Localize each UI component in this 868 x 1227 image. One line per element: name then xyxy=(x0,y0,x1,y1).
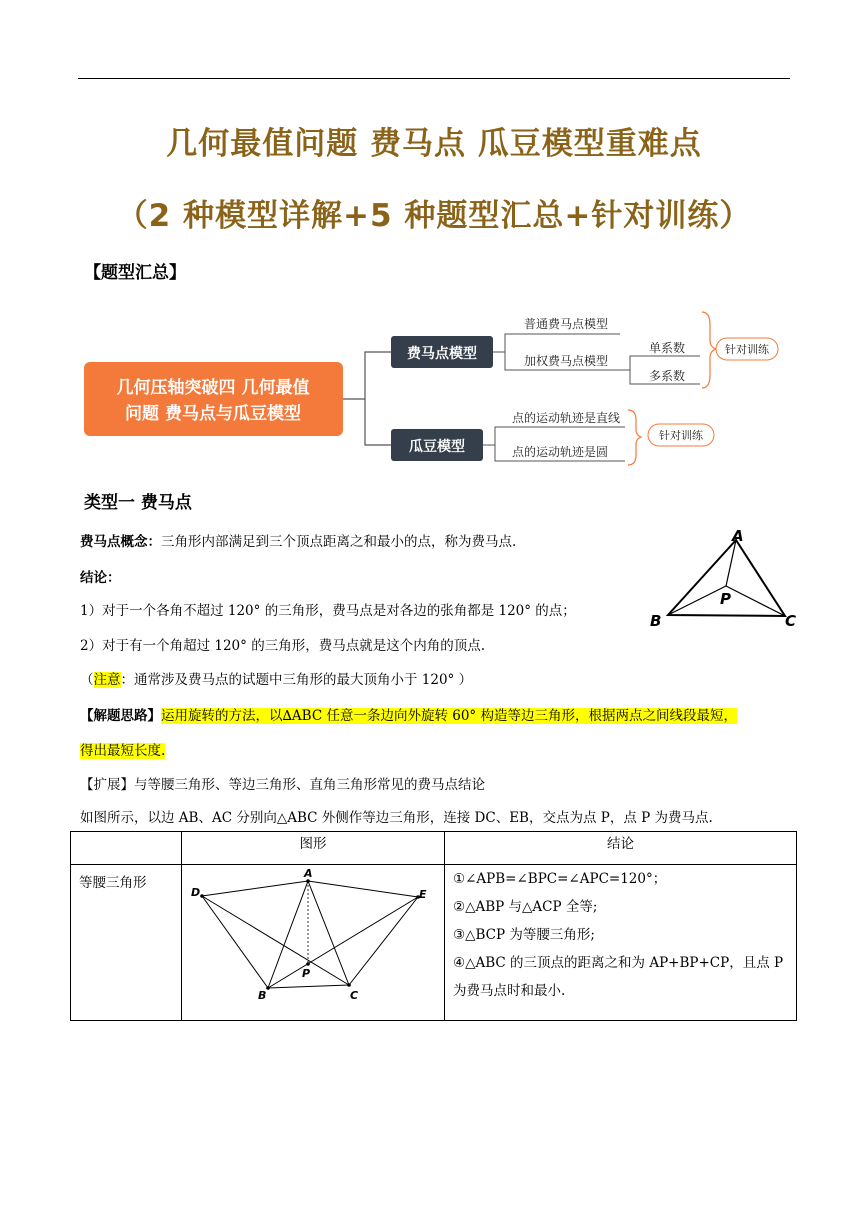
note-label: 注意 xyxy=(93,672,121,688)
fig-label-e: E xyxy=(419,888,427,901)
mindmap-branch1-sub-1: 单系数 xyxy=(649,341,686,355)
extension-paragraph xyxy=(80,773,485,793)
mindmap-branch1-item-2: 加权费马点模型 xyxy=(524,354,609,368)
method-line1: 运用旋转的方法，以∆ABC 任意一条边向外旋转 60° 构造等边三角形，根据两点之间线段最短， xyxy=(161,708,737,724)
mindmap-root-line1: 几何压轴突破四 几何最值 xyxy=(116,378,310,398)
mindmap-branch2-tag: 针对训练 xyxy=(659,429,703,442)
mindmap-branch1-sub-2: 多系数 xyxy=(649,369,686,383)
fermat-conclusion-table xyxy=(70,831,797,1021)
fig-label-c: C xyxy=(350,989,359,1002)
type1-heading: 类型一 费马点 xyxy=(84,493,192,513)
concept-paragraph xyxy=(80,530,516,550)
mindmap-branch2-label: 瓜豆模型 xyxy=(409,439,465,455)
note-paragraph xyxy=(80,668,472,688)
method-label: 【解题思路】 xyxy=(80,708,161,724)
mindmap-branch1-tag: 针对训练 xyxy=(725,343,769,356)
mindmap-branch1-label: 费马点模型 xyxy=(407,346,477,362)
tri-label-c: C xyxy=(785,612,797,630)
extension-text: 与等腰三角形、等边三角形、直角三角形常见的费马点结论 xyxy=(134,777,485,793)
header-rule xyxy=(78,78,790,79)
summary-heading: 【题型汇总】 xyxy=(84,263,186,283)
fermat-triangle-figure xyxy=(640,522,810,634)
table-header-conclusion: 结论 xyxy=(445,832,797,865)
fig-label-a: A xyxy=(304,867,313,880)
conclusion-2: 2）对于有一个角超过 120° 的三角形，费马点就是这个内角的顶点. xyxy=(80,638,485,654)
method-paragraph xyxy=(80,704,737,724)
table-conclusion-cell xyxy=(445,865,797,1021)
extension-label: 【扩展】 xyxy=(80,777,134,793)
page-title: 几何最值问题 费马点 瓜豆模型重难点 xyxy=(166,126,702,162)
fig-label-d: D xyxy=(191,886,201,899)
table-conclusion-5: 为费马点时和最小. xyxy=(453,983,566,999)
isosceles-fermat-figure xyxy=(182,865,444,1014)
mindmap-branch1-item-1: 普通费马点模型 xyxy=(524,317,609,331)
mindmap-branch2-item-2: 点的运动轨迹是圆 xyxy=(512,445,609,459)
concept-text: 三角形内部满足到三个顶点距离之和最小的点，称为费马点. xyxy=(161,534,517,550)
table-conclusion-1: ①∠APB=∠BPC=∠APC=120°； xyxy=(453,871,667,887)
table-conclusion-3: ③△BCP 为等腰三角形; xyxy=(453,927,595,943)
table-conclusion-2: ②△ABP 与△ACP 全等; xyxy=(453,899,598,915)
conclusion-1: 1）对于一个各角不超过 120° 的三角形，费马点是对各边的张角都是 120° 的点； xyxy=(80,603,576,619)
note-open-paren: （ xyxy=(80,672,94,688)
table-figure-cell xyxy=(182,865,445,1021)
figure-description: 如图所示，以边 AB、AC 分别向△ABC 外侧作等边三角形，连接 DC、EB，交点为点 P，点 P 为费马点. xyxy=(80,810,713,826)
mindmap xyxy=(0,300,868,475)
table-header-row xyxy=(71,832,797,865)
mindmap-root-line2: 问题 费马点与瓜豆模型 xyxy=(125,404,301,424)
table-row-label: 等腰三角形 xyxy=(71,865,182,1021)
fig-label-b: B xyxy=(258,989,267,1002)
table-conclusion-4: ④△ABC 的三顶点的距离之和为 AP+BP+CP，且点 P xyxy=(453,955,784,971)
method-line2-wrap xyxy=(80,739,165,759)
fig-label-p: P xyxy=(302,967,311,980)
mindmap-root-box xyxy=(84,362,343,436)
conclusion-label: 结论： xyxy=(80,570,121,586)
concept-label: 费马点概念： xyxy=(80,534,161,550)
page-subtitle: （2 种模型详解+5 种题型汇总+针对训练） xyxy=(116,198,752,234)
tri-label-a: A xyxy=(732,527,744,545)
note-text: ：通常涉及费马点的试题中三角形的最大顶角小于 120° ） xyxy=(120,672,473,688)
table-row xyxy=(71,865,797,1021)
table-header-figure: 图形 xyxy=(182,832,445,865)
table-header-empty xyxy=(71,832,182,865)
mindmap-branch2-item-1: 点的运动轨迹是直线 xyxy=(512,411,621,425)
tri-label-p: P xyxy=(720,590,731,608)
method-line2: 得出最短长度. xyxy=(80,743,166,759)
tri-label-b: B xyxy=(650,612,662,630)
